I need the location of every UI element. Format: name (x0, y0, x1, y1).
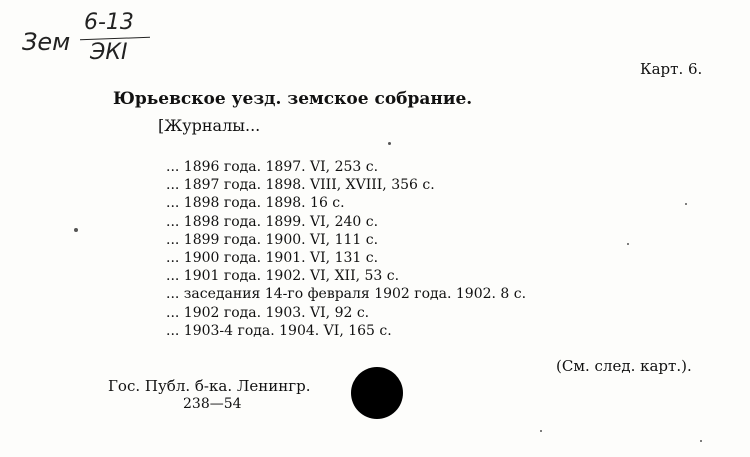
see-next-card-note: (См. след. карт.). (556, 357, 692, 375)
list-item: ... заседания 14-го февраля 1902 года. 1902. 8 с. (166, 286, 527, 303)
library-stamp: Гос. Публ. б-ка. Ленингр. (108, 377, 311, 395)
handwritten-numerator: 6-13 (84, 10, 134, 35)
scan-speck (700, 440, 702, 442)
card-title: Юрьевское уезд. земское собрание. (113, 89, 473, 109)
list-item: ... 1897 года. 1898. VIII, XVIII, 356 с. (166, 177, 435, 194)
entry-list (166, 158, 526, 340)
list-item: ... 1901 года. 1902. VI, XII, 53 с. (166, 268, 400, 285)
scan-speck (74, 228, 78, 232)
list-item: ... 1900 года. 1901. VI, 131 с. (166, 250, 379, 267)
list-item: ... 1898 года. 1899. VI, 240 с. (166, 213, 379, 230)
list-item: ... 1898 года. 1898. 16 с. (166, 195, 345, 212)
punch-hole (351, 367, 403, 419)
library-code: 238—54 (183, 396, 242, 412)
list-item: ... 1903-4 года. 1904. VI, 165 с. (166, 322, 392, 339)
scan-speck (540, 430, 542, 432)
card-number: Карт. 6. (640, 60, 703, 78)
handwritten-prefix: Зем (22, 28, 71, 56)
handwritten-denominator: ЭКI (90, 40, 128, 65)
list-item: ... 1902 года. 1903. VI, 92 с. (166, 304, 370, 321)
list-item: ... 1899 года. 1900. VI, 111 с. (166, 231, 379, 248)
list-item: ... 1896 года. 1897. VI, 253 с. (166, 159, 379, 175)
scan-speck (685, 203, 687, 205)
scan-speck (627, 243, 629, 245)
card-subtitle: [Журналы... (158, 116, 261, 135)
scan-speck (388, 142, 391, 145)
